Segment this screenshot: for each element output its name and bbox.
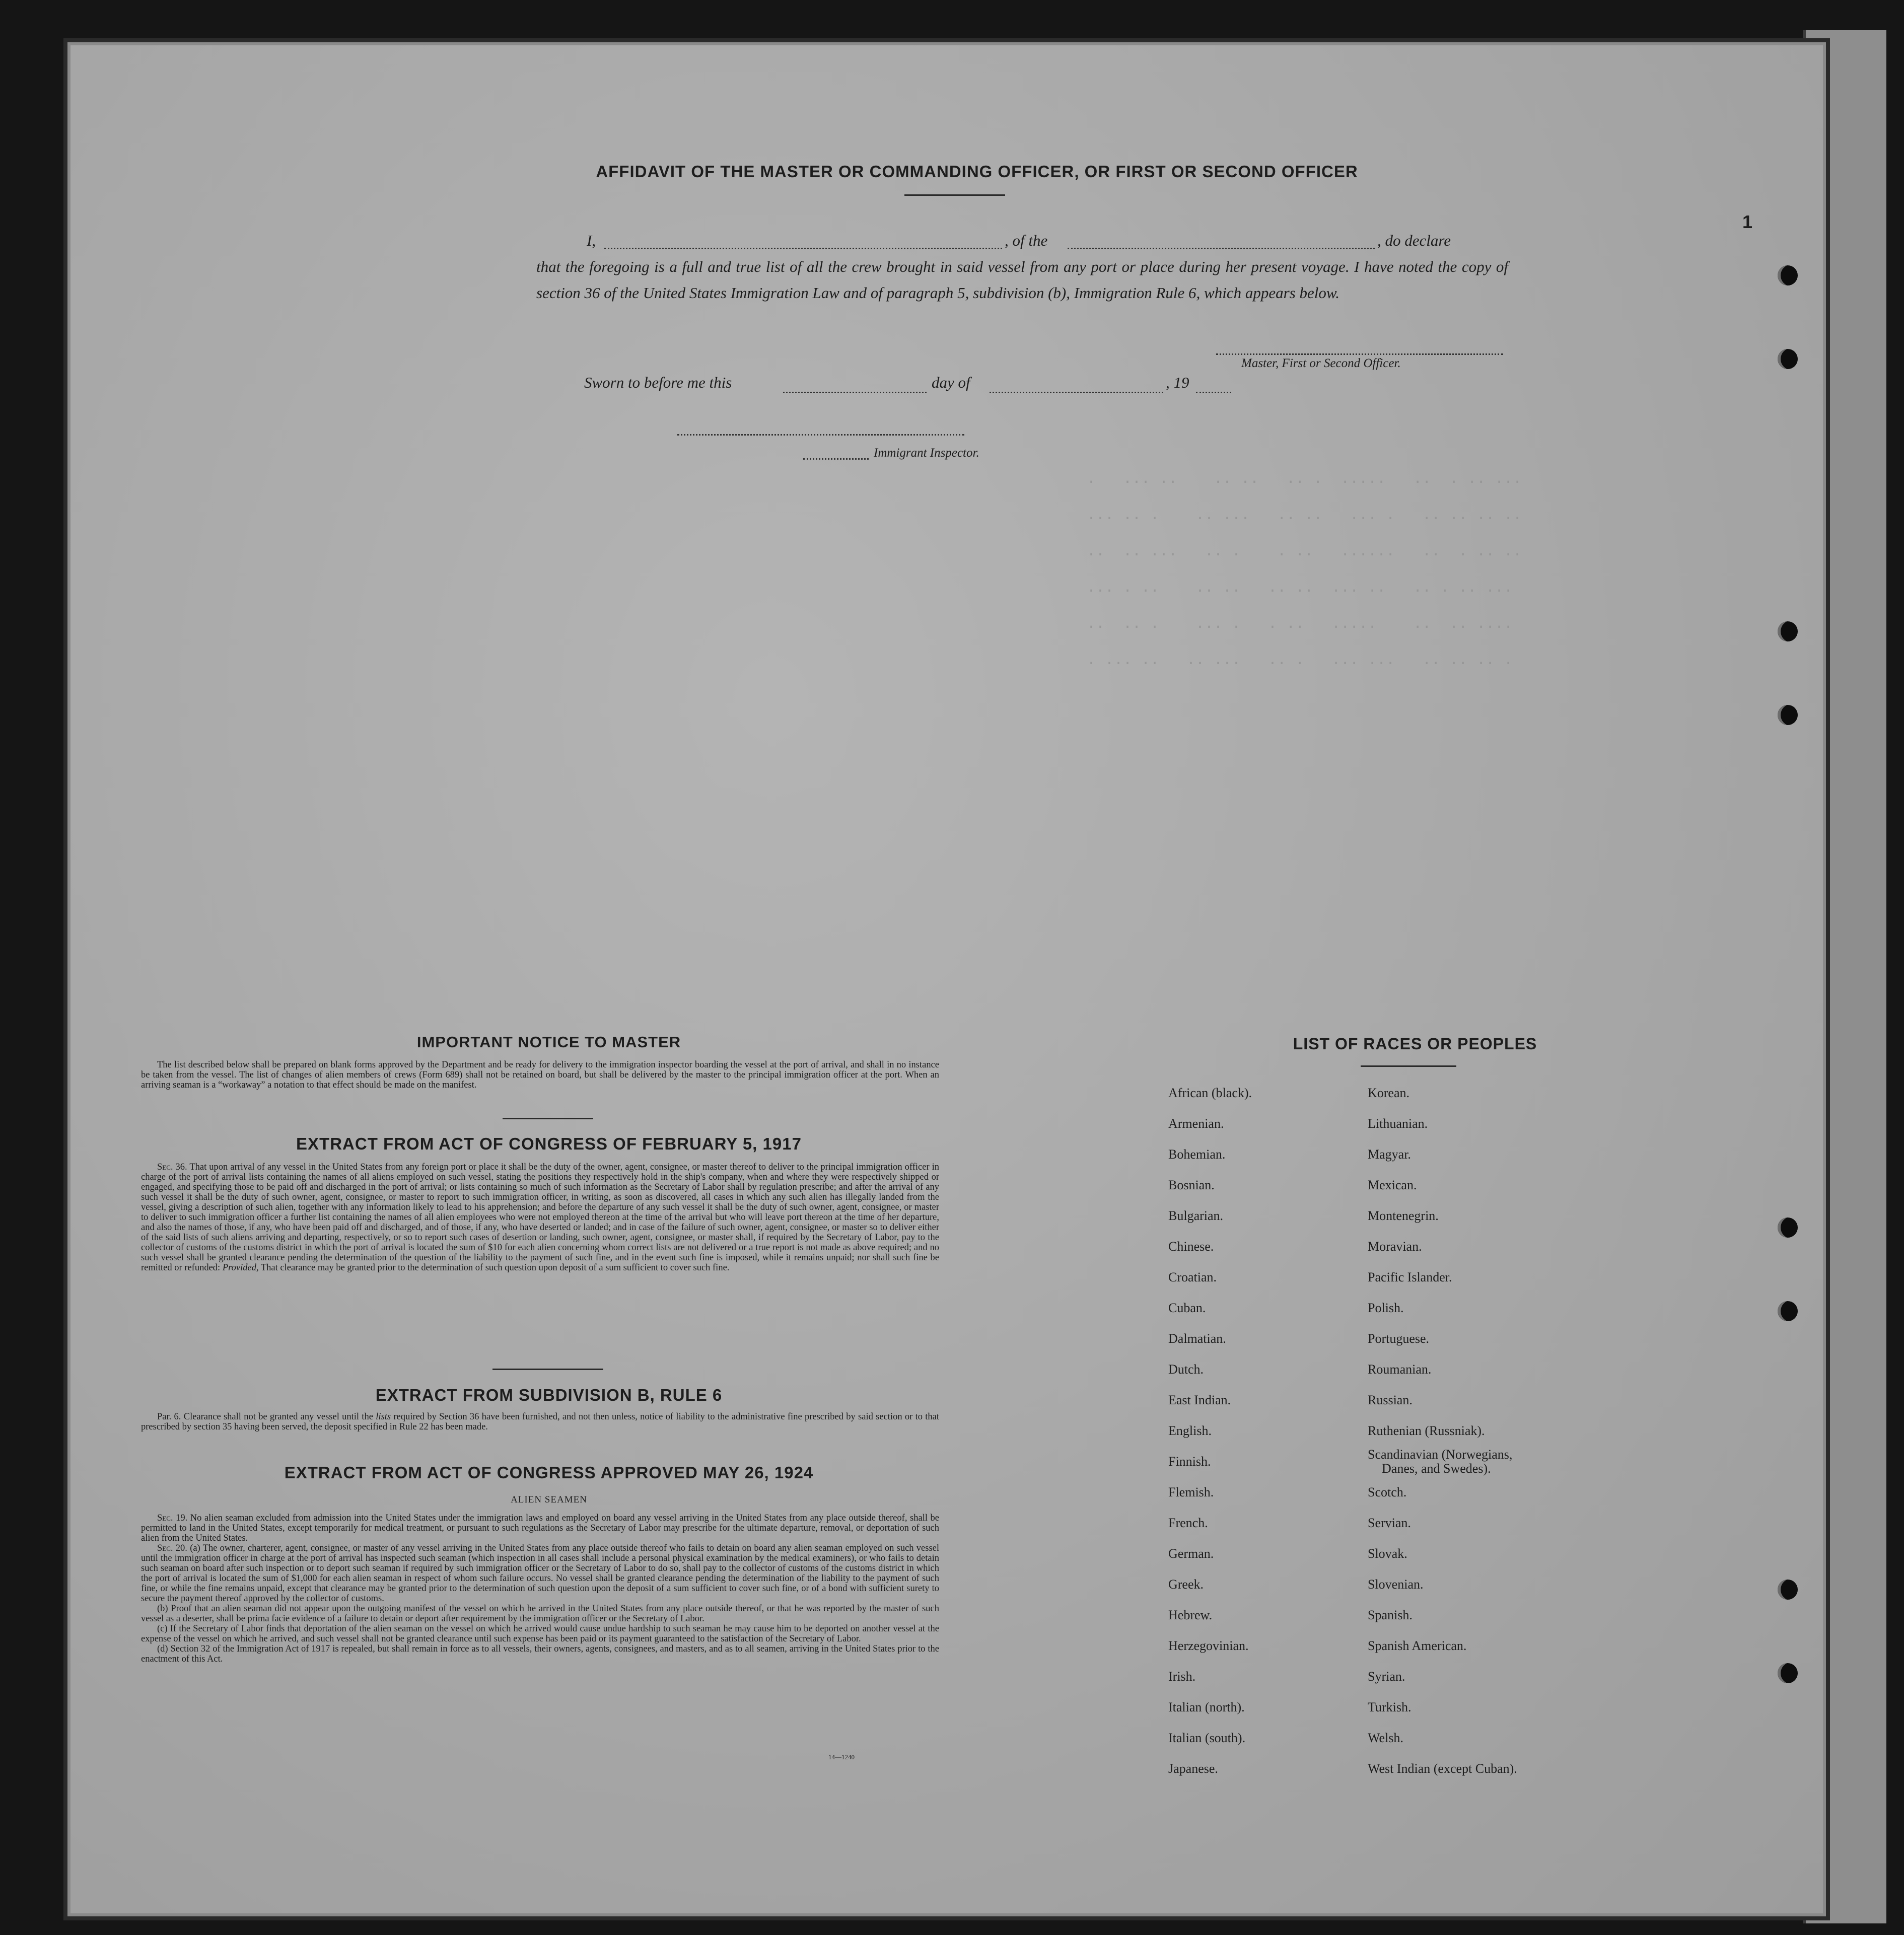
extract-1924-text [141,1513,939,1664]
races-rule [1361,1065,1456,1067]
race-entry: Cuban. [1168,1301,1206,1315]
page-number: 1 [1742,211,1753,232]
race-entry: Slovak. [1368,1546,1407,1561]
race-entry: Scotch. [1368,1485,1407,1499]
section-19-body: No alien seaman excluded from admission into the United States under the immigration laws and employed on board any vessel arriving in the United States from any place outside thereof, shall be permitted to land in the United States, except temporarily for medical treatment, or pursuant to such regulations as the Secretary of Labor may prescribe for the ultimate departure, removal, or deportation of such alien from the United States. [141,1513,940,1543]
race-entry: Hebrew. [1168,1608,1213,1622]
race-entry: Irish. [1168,1669,1196,1684]
notice-rule [503,1118,593,1119]
race-entry: Polish. [1368,1301,1404,1315]
section-36-label: Sec. 36. [157,1162,187,1172]
binder-hole [1778,705,1798,725]
race-entry: Magyar. [1368,1147,1411,1162]
race-entry: Ruthenian (Russniak). [1368,1423,1485,1438]
race-entry: Bulgarian. [1168,1208,1224,1223]
extract-1917-text [141,1162,939,1273]
rule-6-part-a: Par. 6. Clearance shall not be granted any vessel until the [157,1412,373,1422]
race-entry: Dutch. [1168,1362,1204,1377]
affidavit-title: AFFIDAVIT OF THE MASTER OR COMMANDING OFFICER, OR FIRST OR SECOND OFFICER [596,162,1358,181]
binder-hole [1778,349,1798,369]
manifest-page [70,45,1823,1913]
race-entry: Spanish. [1368,1608,1413,1622]
rule-6-title: EXTRACT FROM SUBDIVISION B, RULE 6 [375,1386,723,1404]
notice-text [141,1060,939,1090]
races-column-1 [1168,1078,1252,1784]
race-entry: Flemish. [1168,1485,1214,1499]
race-entry: Pacific Islander. [1368,1270,1452,1284]
declaration-of-the: , of the [1005,232,1048,249]
race-entry: Greek. [1168,1577,1204,1592]
race-entry: English. [1168,1423,1212,1438]
race-entry: Italian (north). [1168,1700,1245,1714]
sworn-year-blank[interactable] [1196,392,1231,393]
sworn-line [584,374,1239,399]
section-36-paragraph [141,1162,939,1273]
rule-6-text [141,1412,939,1432]
binder-hole [1778,1301,1798,1321]
section-20c-paragraph: (c) If the Secretary of Labor finds that deportation of the alien seaman on the vessel on which he arrived would cause undue hardship to such seaman he may cause him to be deported on another vessel at the expense of the vessel on which he arrived, and such vessel shall not be granted clearance until such expense has been paid or its payment guaranteed to the satisfaction of the Secretary of Labor. [141,1624,939,1644]
declaration-body: that the foregoing is a full and true list of all the crew brought in said vessel from any port or place during her present voyage. I have noted the copy of section 36 of the United States Immigration Law and of paragraph 5, subdivision (b), Immigration Rule 6, which appears below. [536,258,1508,302]
signature-blank[interactable] [1216,353,1503,355]
lists-word: lists [376,1412,391,1422]
race-entry: Bosnian. [1168,1178,1215,1192]
alien-seamen-subtitle: ALIEN SEAMEN [511,1494,587,1505]
rule-6-paragraph [141,1412,939,1432]
binder-hole [1778,1580,1798,1600]
section-20a-paragraph [141,1543,939,1604]
section-20a-body: (a) The owner, charterer, agent, consignee, or master of any vessel arriving in the United States from any place outside thereof who fails to detain on board any alien seaman employed on such vessel until the immigration officer in charge at the port of arrival has inspected such seaman (which inspection in all cases shall include a personal physical examination by the medical examiners), or who fails to detain such seaman on board after such inspection or to deport such seaman if required by such immigration officer or the Secretary of Labor to do so, shall pay to the collector of customs of the customs district in which the port of arrival is located the sum of $1,000 for each alien seaman in respect of whom such failure occurs. No vessel shall be granted clearance pending the determination of the liability to the payment of such fine, or while the fine remains unpaid, except that clearance may be granted prior to the determination of such question upon the deposit of a sum sufficient to cover such fine, or of a bond with sufficient surety to secure the payment thereof approved by the collector of customs. [141,1543,939,1604]
race-entry: Japanese. [1168,1761,1218,1776]
race-entry: Korean. [1368,1086,1410,1100]
race-entry: Turkish. [1368,1700,1412,1714]
race-entry: Portuguese. [1368,1331,1430,1346]
race-entry: Spanish American. [1368,1638,1467,1653]
binder-hole [1778,1217,1798,1238]
binder-hole [1778,1663,1798,1683]
race-entry: Italian (south). [1168,1731,1246,1745]
declaration-line [536,228,1508,254]
extract-1924-title: EXTRACT FROM ACT OF CONGRESS APPROVED MAY 26, 1924 [284,1463,814,1482]
race-entry: Herzegovinian. [1168,1638,1249,1653]
inspector-signature-blank[interactable] [677,434,964,436]
races-title: LIST OF RACES OR PEOPLES [1293,1035,1537,1053]
bleed-through-marks: · ··· ·· ·· ·· ·· · ····· ·· · ·· ··· ··· ·· · ·· ··· ·· ·· ··· · ·· ·· ·· ·· ·· ·· ··· ·· · · ·· ······ ·· · ·· ·· ··· · ·· ·· ·· ·· ·· ··· ·· ·· · ·· ··· ·· ·· · ··· · · ·· ····· ·· ·· ···· · ··· ·· ·· ··· ·· · ··· ··· ·· ·· ·· · [1087,474,1522,672]
race-entry: Slovenian. [1368,1577,1424,1592]
notice-title: IMPORTANT NOTICE TO MASTER [416,1033,681,1051]
race-entry: Lithuanian. [1368,1116,1428,1131]
notice-paragraph: The list described below shall be prepared on blank forms approved by the Department and be ready for delivery to the immigration inspector boarding the vessel at the port of arrival, and shall in no instance be taken from the vessel. The list of changes of alien members of crews (Form 689) shall not be retained on board, but shall be delivered by the master to the principal immigration officer at the port. When an arriving seaman is a “workaway” a notation to that effect should be made on the manifest. [141,1060,939,1090]
race-entry: Scandinavian (Norwegians, Danes, and Swedes). [1368,1447,1513,1476]
race-entry: Roumanian. [1368,1362,1432,1377]
provided-word: Provided, [222,1263,259,1273]
section-19-label: Sec. 19. [157,1513,188,1523]
race-entry: Chinese. [1168,1239,1214,1254]
section-20b-paragraph: (b) Proof that an alien seaman did not appear upon the outgoing manifest of the vessel on which he arrived in the United States from any place outside thereof, or that he was reported by the master of such vessel as a deserter, shall be prima facie evidence of a failure to detain or deport after requirement by the immigration officer or the Secretary of Labor. [141,1604,939,1624]
race-entry: West Indian (except Cuban). [1368,1761,1517,1776]
race-entry: Russian. [1368,1393,1413,1407]
race-entry: Bohemian. [1168,1147,1226,1162]
declaration-i: I, [587,232,596,249]
section-36-body: That upon arrival of any vessel in the United States from any foreign port or place it shall be the duty of the owner, agent, consignee, or master thereof to deliver to the principal immigration officer in charge of the port of arrival lists containing the names of all aliens employed on such vessel, stating the positions they respectively hold in the ship's company, when and where they were respectively shipped or engaged, and specifying those to be paid off and discharged in the port of arrival; or lists containing so much of such information as the Secretary of Labor shall by regulation prescribe; and after the arrival of any such vessel it shall be the duty of such owner, agent, consignee, or master to report to such immigration officer, in writing, as soon as discovered, all cases in which any such alien has illegally landed from the vessel, giving a description of such alien, together with any information likely to lead to his apprehension; and before the departure of any such vessel it shall be the duty of such owner, agent, consignee, or master to deliver to such immigration officer a further list containing the names of all alien employees who were not employed thereon at the time of the arrival but who will leave port thereon at the time of her departure, and also the names of those, if any, who have been paid off and discharged, and of those, if any, who have deserted or landed; and in case of the failure of such owner, agent, consignee, or master so to deliver either of the said lists of such aliens arriving and departing, respectively, or so to report such cases of desertion or landing, such owner, agent, consignee, or master shall, if required by the Secretary of Labor, pay to the collector of customs of the customs district in which the port of arrival is located the sum of $10 for each alien concerning whom correct lists are not delivered or a true report is not made as above required; and no such vessel shall be granted clearance pending the determination of the question of the liability to the payment of such fine, and in the event such fine is imposed, while it remains unpaid; nor shall such fine be remitted or refunded: [141,1162,940,1273]
race-entry: Mexican. [1368,1178,1417,1192]
section-36-end: That clearance may be granted prior to the determination of such question upon deposit of a sum sufficient to cover such fine. [260,1263,730,1273]
race-entry: Syrian. [1368,1669,1405,1684]
race-entry: German. [1168,1546,1214,1561]
inspector-prefix-blank[interactable] [803,458,869,460]
inspector-label: Immigrant Inspector. [874,446,979,460]
races-column-2 [1368,1078,1517,1784]
binder-hole [1778,621,1798,641]
signature-label: Master, First or Second Officer. [1241,356,1401,370]
sworn-prefix: Sworn to before me this [584,374,732,391]
race-entry: Moravian. [1368,1239,1422,1254]
race-entry: Finnish. [1168,1454,1211,1469]
race-entry: Servian. [1368,1516,1411,1530]
binder-hole [1778,265,1798,285]
race-entry: Armenian. [1168,1116,1224,1131]
form-number: 14—1240 [828,1753,855,1761]
race-entry: East Indian. [1168,1393,1231,1407]
race-entry: Dalmatian. [1168,1331,1226,1346]
vessel-blank[interactable] [1068,248,1375,249]
race-entry: African (black). [1168,1086,1252,1100]
section-19-paragraph [141,1513,939,1543]
extract-1917-rule [492,1369,603,1370]
sworn-year: , 19 [1166,374,1189,391]
sworn-day-of: day of [932,374,970,391]
rule-6-part-b: required by Section 36 have been furnished, and not then unless, notice of liability to the administrative fine prescribed by said section or to that prescribed by section 35 having been served, the deposit specified in Rule 22 has been made. [141,1412,939,1432]
race-entry: Welsh. [1368,1731,1403,1745]
title-rule [904,194,1005,196]
name-blank[interactable] [604,248,1002,249]
declaration-declare: , do declare [1377,232,1451,249]
section-20-label: Sec. 20. [157,1543,187,1553]
sworn-month-blank[interactable] [990,392,1163,393]
race-entry: Montenegrin. [1368,1208,1439,1223]
section-20d-paragraph: (d) Section 32 of the Immigration Act of 1917 is repealed, but shall remain in force as to all vessels, their owners, agents, consignees, and masters, and as to all seamen, arriving in the United States prior to the enactment of this Act. [141,1644,939,1664]
sworn-day-blank[interactable] [783,392,927,393]
extract-1917-title: EXTRACT FROM ACT OF CONGRESS OF FEBRUARY 5, 1917 [296,1134,802,1153]
race-entry: French. [1168,1516,1208,1530]
race-entry: Croatian. [1168,1270,1217,1284]
